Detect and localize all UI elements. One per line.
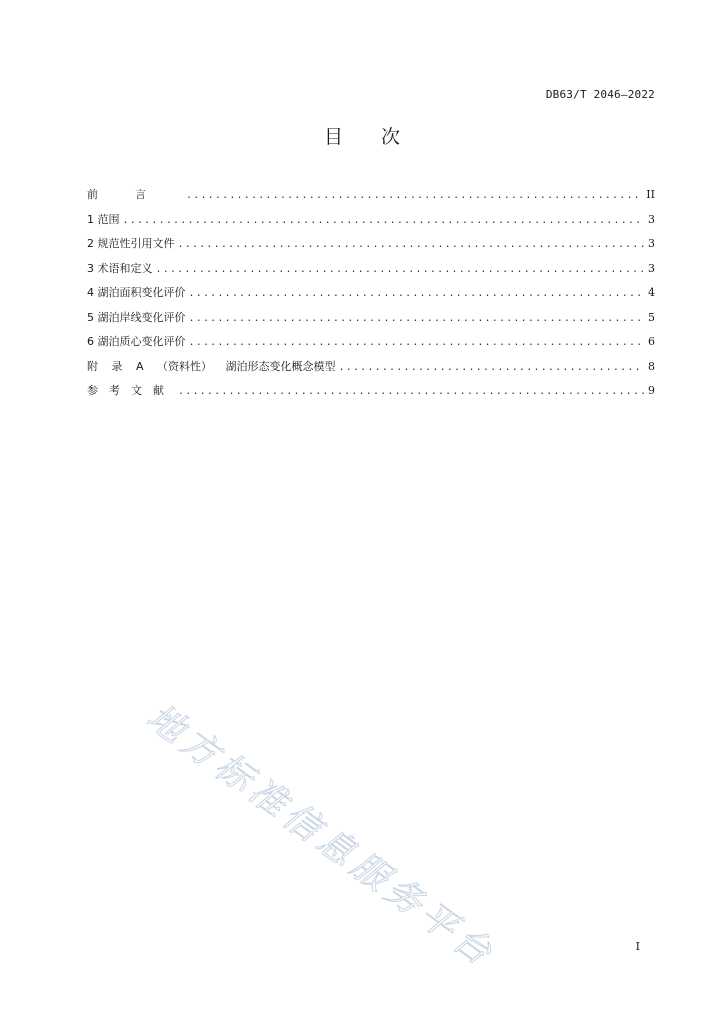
toc-leader: [178, 235, 645, 255]
toc-label: 6 湖泊质心变化评价: [87, 335, 186, 348]
toc-entry-foreword[interactable]: [87, 185, 655, 210]
toc-leader: [189, 333, 645, 353]
toc-label: 3 术语和定义: [87, 261, 153, 275]
toc-leader: [339, 358, 644, 378]
toc-page-number: 3: [648, 261, 655, 275]
table-of-contents: [87, 185, 655, 406]
toc-entry-bibliography[interactable]: [87, 381, 655, 406]
toc-leader: [156, 260, 645, 280]
toc-label: 5 湖泊岸线变化评价: [87, 310, 186, 324]
toc-label: 2 规范性引用文件: [87, 237, 175, 250]
toc-entry-appendix-a[interactable]: [87, 357, 655, 382]
toc-page-number: 4: [648, 286, 655, 299]
toc-page-number: II: [646, 188, 655, 201]
toc-leader: [123, 211, 645, 231]
toc-label: 前言: [87, 188, 183, 201]
toc-page-number: 5: [648, 310, 655, 324]
document-code: DB63/T 2046—2022: [545, 88, 655, 101]
toc-leader: [189, 284, 645, 304]
toc-entry-scope[interactable]: [87, 210, 655, 235]
toc-label: 参考文献: [87, 384, 175, 397]
toc-entry-lake-area[interactable]: [87, 283, 655, 308]
toc-page-number: 8: [648, 359, 655, 373]
page-number: I: [635, 940, 640, 953]
toc-label: 附 录 A （资料性） 湖泊形态变化概念模型: [87, 359, 336, 373]
toc-leader: [178, 382, 644, 402]
toc-label: 4 湖泊面积变化评价: [87, 286, 186, 299]
toc-label: 1 范围: [87, 212, 120, 226]
toc-title: 目次: [323, 126, 438, 148]
toc-page-number: 6: [648, 335, 655, 348]
toc-entry-lake-centroid[interactable]: [87, 332, 655, 357]
toc-page-number: 3: [648, 237, 655, 250]
toc-entry-normative-references[interactable]: [87, 234, 655, 259]
toc-leader: [186, 186, 643, 206]
toc-page-number: 3: [648, 212, 655, 226]
toc-entry-lake-shoreline[interactable]: [87, 308, 655, 333]
toc-leader: [189, 309, 645, 329]
toc-page-number: 9: [648, 384, 655, 397]
toc-entry-terms[interactable]: [87, 259, 655, 284]
watermark: 地方标准信息服务平台: [139, 696, 504, 977]
